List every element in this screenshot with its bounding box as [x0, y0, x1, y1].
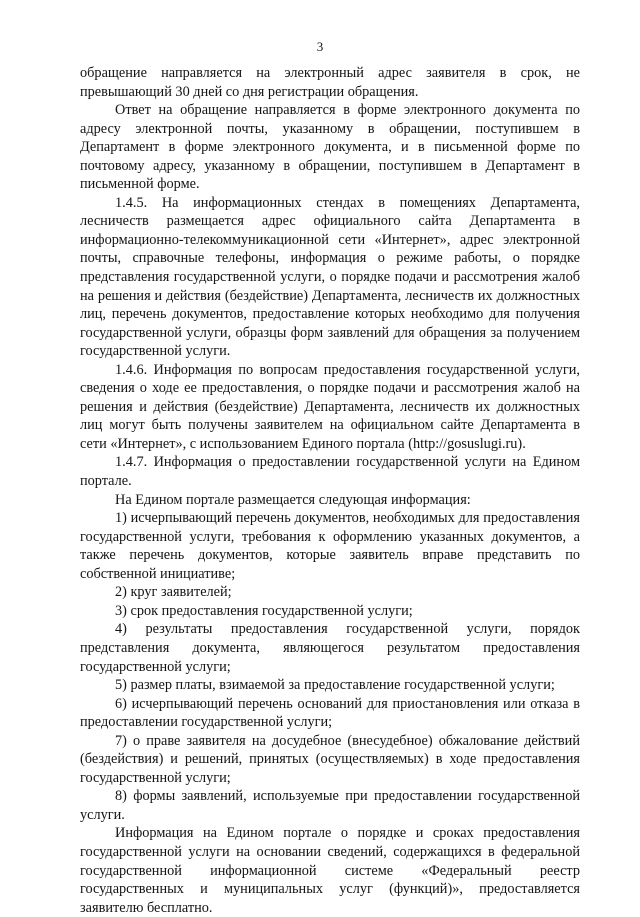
- paragraph: 1.4.7. Информация о предоставлении государственной услуги на Едином портале.: [80, 454, 580, 490]
- paragraph: 7) о праве заявителя на досудебное (внесудебное) обжалование действий (бездействия) и решений, принятых (осуществляемых) в ходе предоставления государственной услуги;: [80, 732, 580, 786]
- paragraph: На Едином портале размещается следующая информация:: [115, 491, 471, 508]
- page-number: 3: [316, 39, 324, 54]
- document-body: [80, 64, 580, 917]
- paragraph: 2) круг заявителей;: [115, 584, 232, 601]
- paragraph: Ответ на обращение направляется в форме электронного документа по адресу электронной почты, указанному в обращении, поступившем в Департамент в форме электронного документа, и в письменной форме по почтовому адресу, указанному в обращении, поступившем в Департамент в письменной форме.: [80, 102, 580, 193]
- paragraph: 5) размер платы, взимаемой за предоставление государственной услуги;: [115, 677, 555, 694]
- paragraph: 6) исчерпывающий перечень оснований для приостановления или отказа в предоставлении государственной услуги;: [80, 695, 580, 731]
- paragraph: 4) результаты предоставления государственной услуги, порядок представления документа, являющегося результатом предоставления государственной услуги;: [80, 621, 580, 675]
- paragraph: 1.4.6. Информация по вопросам предоставления государственной услуги, сведения о ходе ее предоставления, о порядке подачи и рассмотрения жалоб на решения и действия (бездействие) Департамента, лесничеств их должностных лиц могут быть получены заявителем на официальном сайте Департамента в сети «Интернет», с использованием Единого портала (http://gosuslugi.ru).: [80, 361, 580, 452]
- paragraph: Информация на Едином портале о порядке и сроках предоставления государственной услуги на основании сведений, содержащихся в федеральной государственной информационной системе «Федеральный реестр государственных и муниципальных услуг (функций)», предоставляется заявителю бесплатно.: [80, 825, 580, 916]
- paragraph: обращение направляется на электронный адрес заявителя в срок, не превышающий 30 дней со дня регистрации обращения.: [80, 65, 580, 100]
- paragraph: 8) формы заявлений, используемые при предоставлении государственной услуги.: [80, 788, 580, 823]
- paragraph: 1) исчерпывающий перечень документов, необходимых для предоставления государственной услуги, требования к оформлению указанных документов, а также перечень документов, которые заявитель вправе представить по собственной инициативе;: [80, 510, 580, 582]
- paragraph: 3) срок предоставления государственной услуги;: [115, 602, 413, 619]
- paragraph: 1.4.5. На информационных стендах в помещениях Департамента, лесничеств размещается адрес официального сайта Департамента в информационно-телекоммуникационной сети «Интернет», адрес электронной почты, справочные телефоны, информация о режиме работы, о порядке представления государственной услуги, о порядке подачи и рассмотрения жалоб на решения и действия (бездействие) Департамента, лесничеств их должностных лиц, перечень документов, предоставление которых необходимо для получения государственной услуги, образцы форм заявлений для обращения за получением государственной услуги.: [80, 194, 580, 360]
